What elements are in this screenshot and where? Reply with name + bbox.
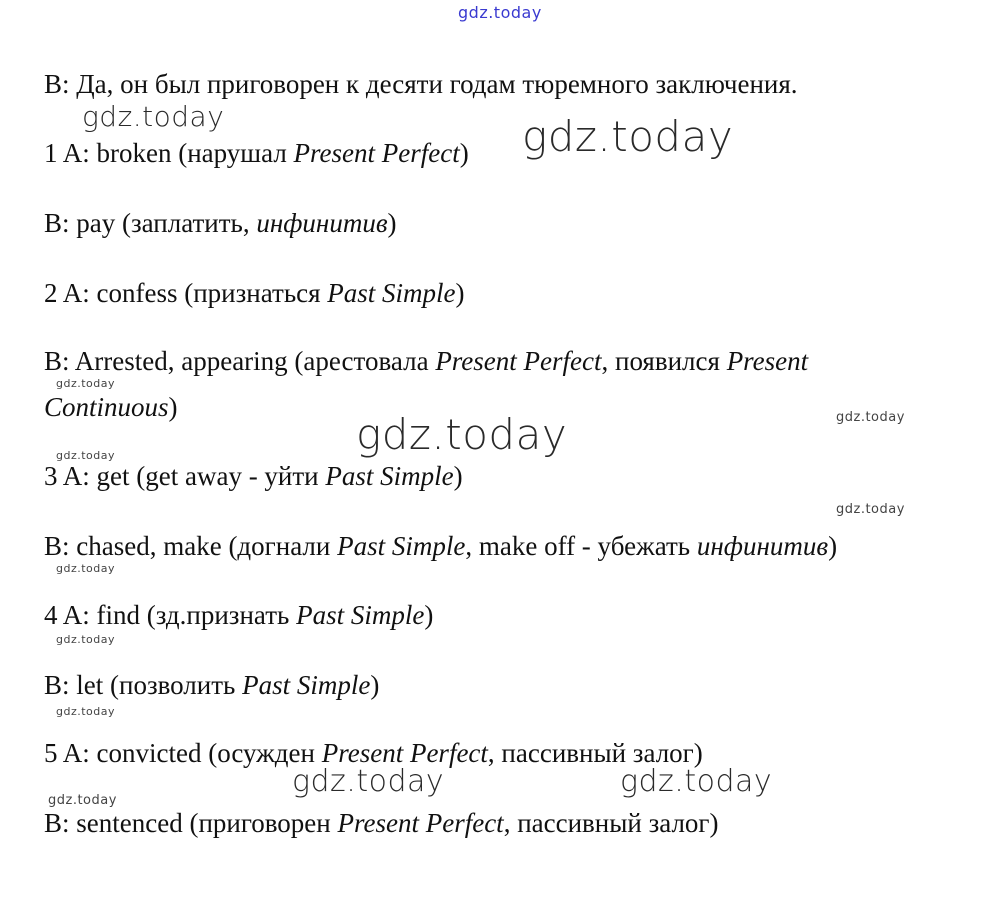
answer-line — [44, 344, 808, 378]
watermark-small: gdz.today — [836, 410, 905, 425]
answer-line — [44, 390, 178, 424]
italic-term: Past Simple — [327, 278, 456, 308]
line-text: 2 A: confess (признаться — [44, 278, 328, 308]
line-text: ) — [370, 670, 380, 700]
watermark-small: gdz.today — [836, 502, 905, 517]
line-text: 5 A: convicted (осужден — [44, 738, 322, 768]
line-text: ) — [387, 208, 397, 238]
line-text: ) — [455, 278, 465, 308]
line-text: ) — [168, 392, 178, 422]
line-text: B: pay (заплатить, — [44, 208, 257, 238]
line-text: B: Да, он был приговорен к десяти годам тюремного заключения. — [44, 69, 798, 99]
line-text: ) — [459, 138, 469, 168]
watermark-tiny: gdz.today — [56, 449, 116, 462]
watermark-large: gdz.today — [522, 112, 734, 161]
line-text: B: sentenced (приговорен — [44, 808, 338, 838]
answer-line — [44, 206, 397, 240]
answer-line — [44, 459, 463, 493]
watermark-large: gdz.today — [356, 410, 568, 459]
line-text: , пассивный залог) — [487, 738, 703, 768]
line-text: , пассивный залог) — [503, 808, 719, 838]
answer-line — [44, 668, 379, 702]
italic-term: Past Simple — [337, 531, 466, 561]
italic-term: инфинитив — [696, 531, 829, 561]
watermark: gdz.today — [620, 764, 773, 799]
watermark-tiny: gdz.today — [56, 705, 116, 718]
italic-term: Present Perfect — [293, 138, 460, 168]
answer-line — [44, 736, 703, 770]
italic-term: Past Simple — [242, 670, 371, 700]
answer-line — [44, 806, 719, 840]
answer-line — [44, 67, 798, 101]
line-text: 3 A: get (get away - уйти — [44, 461, 326, 491]
watermark: gdz.today — [292, 764, 445, 799]
italic-term: Present Perfect — [337, 808, 504, 838]
watermark-tiny: gdz.today — [56, 562, 116, 575]
answer-line — [44, 598, 433, 632]
italic-term: Past Simple — [325, 461, 454, 491]
line-text: ) — [424, 600, 434, 630]
watermark-small: gdz.today — [48, 793, 117, 808]
line-text: , появился — [601, 346, 727, 376]
line-text: B: chased, make (догнали — [44, 531, 338, 561]
italic-term: Continuous — [44, 392, 169, 422]
watermark-tiny: gdz.today — [56, 633, 116, 646]
line-text: B: let (позволить — [44, 670, 243, 700]
line-text: ) — [453, 461, 463, 491]
answer-line — [44, 136, 469, 170]
italic-term: Present — [726, 346, 809, 376]
line-text: 1 A: broken (нарушал — [44, 138, 294, 168]
answer-line — [44, 276, 465, 310]
italic-term: Past Simple — [296, 600, 425, 630]
line-text: , make off - убежать — [465, 531, 697, 561]
line-text: 4 A: find (зд.признать — [44, 600, 297, 630]
italic-term: Present Perfect — [321, 738, 488, 768]
italic-term: Present Perfect — [435, 346, 602, 376]
italic-term: инфинитив — [256, 208, 388, 238]
answer-line — [44, 529, 837, 563]
watermark: gdz.today — [82, 100, 225, 133]
line-text: ) — [828, 531, 838, 561]
watermark-tiny: gdz.today — [56, 377, 116, 390]
line-text: B: Arrested, appearing (арестовала — [44, 346, 436, 376]
watermark-top: gdz.today — [458, 3, 542, 22]
